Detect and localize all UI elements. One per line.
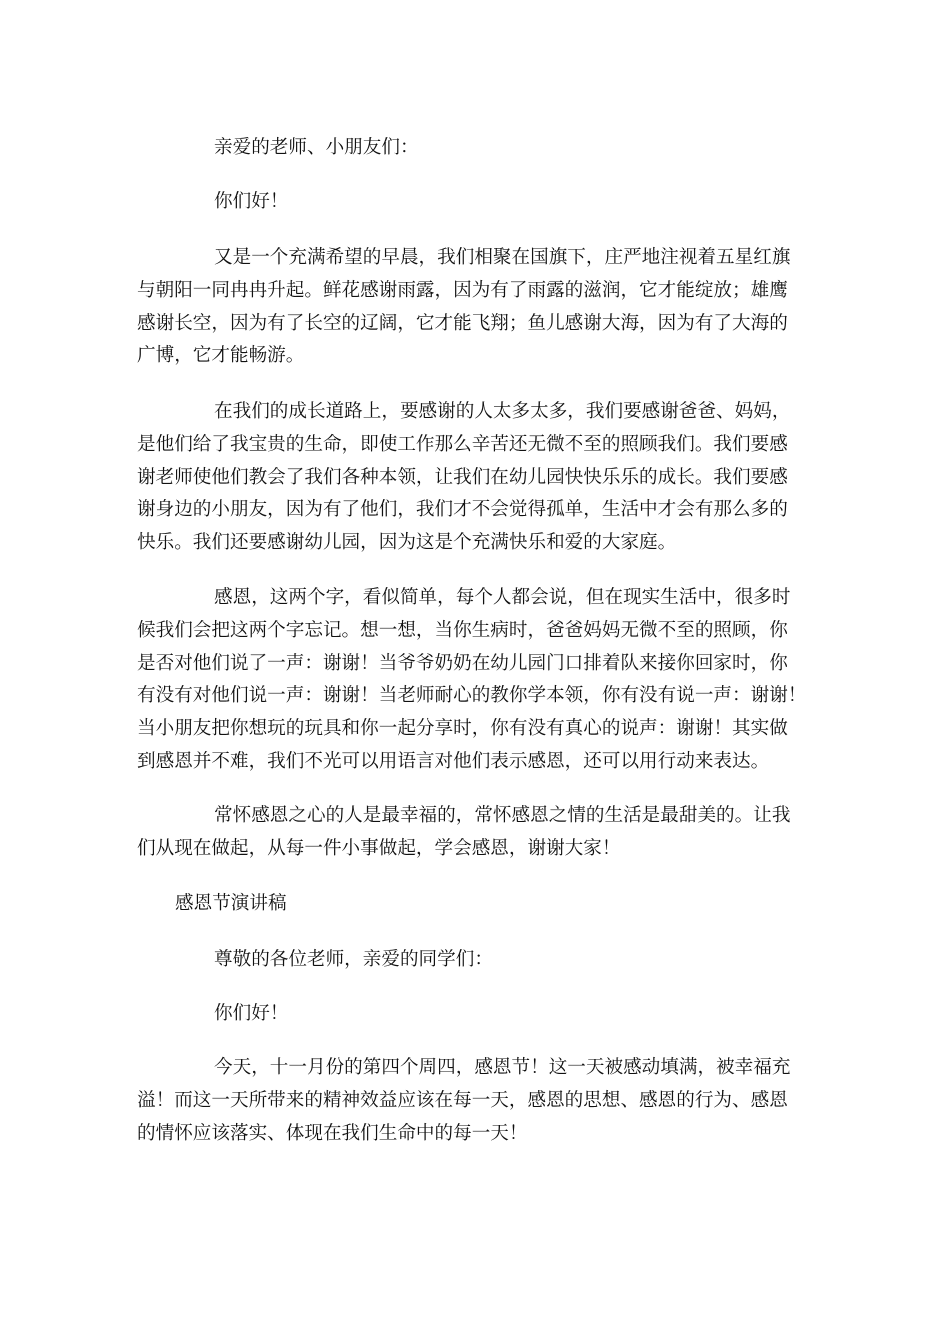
text-line: 感恩，这两个字，看似简单，每个人都会说，但在现实生活中，很多时 <box>214 587 791 608</box>
text-line: 广博，它才能畅游。 <box>137 345 305 367</box>
greeting-teachers-children <box>137 132 837 165</box>
text-line: 候我们会把这两个字忘记。想一想，当你生病时，爸爸妈妈无微不至的照顾，你 <box>137 619 788 641</box>
text-line: 感谢长空，因为有了长空的辽阔，它才能飞翔；鱼儿感谢大海，因为有了大海的 <box>137 312 788 334</box>
text-line: 溢！而这一天所带来的精神效益应该在每一天，感恩的思想、感恩的行为、感恩 <box>137 1089 788 1111</box>
section-heading <box>137 888 837 921</box>
text-line: 今天，十一月份的第四个周四，感恩节！这一天被感动填满，被幸福充 <box>214 1057 791 1078</box>
text-line: 是他们给了我宝贵的生命，即使工作那么辛苦还无微不至的照顾我们。我们要感 <box>137 433 788 455</box>
text-line: 你们好！ <box>214 191 289 212</box>
text-line: 尊敬的各位老师，亲爱的同学们： <box>214 949 493 970</box>
text-line: 你们好！ <box>214 1003 289 1024</box>
hello-2 <box>137 998 837 1031</box>
paragraph-flag-morning <box>137 242 837 373</box>
text-line: 是否对他们说了一声：谢谢！当爷爷奶奶在幼儿园门口排着队来接你回家时，你 <box>137 652 788 674</box>
greeting-teachers-students <box>137 944 837 977</box>
paragraph-growth-thanks <box>137 396 837 560</box>
text-line: 与朝阳一同冉冉升起。鲜花感谢雨露，因为有了雨露的滋润，它才能绽放；雄鹰 <box>137 279 788 301</box>
text-line: 谢老师使他们教会了我们各种本领，让我们在幼儿园快快乐乐的成长。我们要感 <box>137 466 788 488</box>
text-line: 又是一个充满希望的早晨，我们相聚在国旗下，庄严地注视着五星红旗 <box>214 247 791 268</box>
text-line: 在我们的成长道路上，要感谢的人太多太多，我们要感谢爸爸、妈妈， <box>214 401 791 422</box>
text-line: 快乐。我们还要感谢幼儿园，因为这是个充满快乐和爱的大家庭。 <box>137 532 677 554</box>
text-line: 亲爱的老师、小朋友们： <box>214 137 419 158</box>
text-line: 有没有对他们说一声：谢谢！当老师耐心的教你学本领，你有没有说一声：谢谢！ <box>137 685 807 707</box>
heading-line: 感恩节演讲稿 <box>175 893 287 914</box>
text-line: 到感恩并不难，我们不光可以用语言对他们表示感恩，还可以用行动来表达。 <box>137 750 770 772</box>
text-line: 的情怀应该落实、体现在我们生命中的每一天！ <box>137 1122 528 1144</box>
text-line: 们从现在做起，从每一件小事做起，学会感恩，谢谢大家！ <box>137 837 621 859</box>
paragraph-happiest <box>137 800 837 866</box>
hello-1 <box>137 186 837 219</box>
paragraph-gratitude-words <box>137 582 837 779</box>
text-line: 常怀感恩之心的人是最幸福的，常怀感恩之情的生活是最甜美的。让我 <box>214 805 791 826</box>
text-line: 当小朋友把你想玩的玩具和你一起分享时，你有没有真心的说声：谢谢！其实做 <box>137 718 788 740</box>
paragraph-thanksgiving-day <box>137 1052 837 1150</box>
text-line: 谢身边的小朋友，因为有了他们，我们才不会觉得孤单，生活中才会有那么多的 <box>137 499 788 521</box>
